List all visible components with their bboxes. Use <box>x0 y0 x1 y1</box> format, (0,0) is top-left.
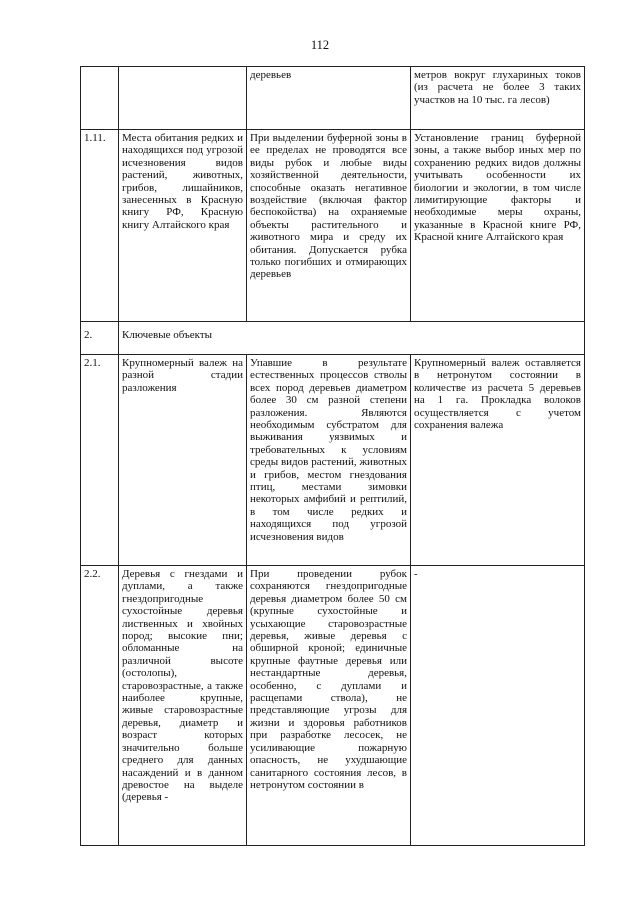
object-cell: Крупномерный валеж на разной стадии разложения <box>119 355 247 566</box>
table-row <box>81 67 585 130</box>
measures-cell: - <box>411 566 585 846</box>
page-number: 112 <box>310 38 330 52</box>
measures-table <box>80 66 585 846</box>
description-cell: При проведении рубок сохраняются гнездопригодные деревья диаметром более 50 см (крупные сухостойные и усыхающие старовозрастные деревья, живые деревья с обширной кроной; единичные крупные фаутные деревья или нестандартные деревья, особенно, с дуплами и расщепами ствола), не представляющие угрозы для жизни и здоровья работников при разработке лесосек, не усиливающие пожарную опасность, не ухудшающие санитарного состояния лесов, в нетронутом состоянии в <box>247 566 411 846</box>
row-number <box>81 67 119 130</box>
table-row <box>81 130 585 322</box>
row-number: 1.11. <box>81 130 119 322</box>
row-number: 2.2. <box>81 566 119 846</box>
description-cell: При выделении буферной зоны в ее пределах не проводятся все виды рубок и любые виды хозяйственной деятельности, способные оказать негативное воздействие (включая фактор беспокойства) на охраняемые объекты растительного и животного мира и среду их обитания. Допускается рубка только погибших и отмирающих деревьев <box>247 130 411 322</box>
object-cell: Деревья с гнездами и дуплами, а также гнездопригодные сухостойные деревья лиственных и хвойных пород; высокие пни; обломанные на различной высоте (остолопы), старовозрастные, а также наиболее крупные, живые старовозрастные деревья, диаметр и возраст которых значительно больше среднего для данных насаждений и в данном древостое на выделе (деревья - <box>119 566 247 846</box>
object-cell <box>119 67 247 130</box>
measures-cell: метров вокруг глухариных токов (из расчета не более 3 таких участков на 10 тыс. га лесов) <box>411 67 585 130</box>
row-number: 2.1. <box>81 355 119 566</box>
object-cell: Места обитания редких и находящихся под угрозой исчезновения видов растений, животных, грибов, лишайников, занесенных в Красную книгу РФ, Красную книгу Алтайского края <box>119 130 247 322</box>
description-cell: Упавшие в результате естественных процессов стволы всех пород деревьев диаметром более 30 см разной степени разложения. Являются необходимым субстратом для выживания уязвимых и требовательных к условиям среды видов растений, животных и грибов, местом гнездования птиц, местами зимовки некоторых амфибий и рептилий, в том числе редких и находящихся под угрозой исчезновения видов <box>247 355 411 566</box>
section-title: Ключевые объекты <box>119 322 585 355</box>
measures-cell: Установление границ буферной зоны, а также выбор иных мер по сохранению редких видов должны учитывать особенности их биологии и экологии, в том числе лимитирующие факторы и необходимые меры охраны, указанные в Красной книге РФ, Красной книге Алтайского края <box>411 130 585 322</box>
measures-cell: Крупномерный валеж оставляется в нетронутом состоянии в количестве из расчета 5 деревьев на 1 га. Прокладка волоков осуществляется с учетом сохранения валежа <box>411 355 585 566</box>
section-row <box>81 322 585 355</box>
table-row <box>81 566 585 846</box>
description-cell: деревьев <box>247 67 411 130</box>
table-row <box>81 355 585 566</box>
section-number: 2. <box>81 322 119 355</box>
